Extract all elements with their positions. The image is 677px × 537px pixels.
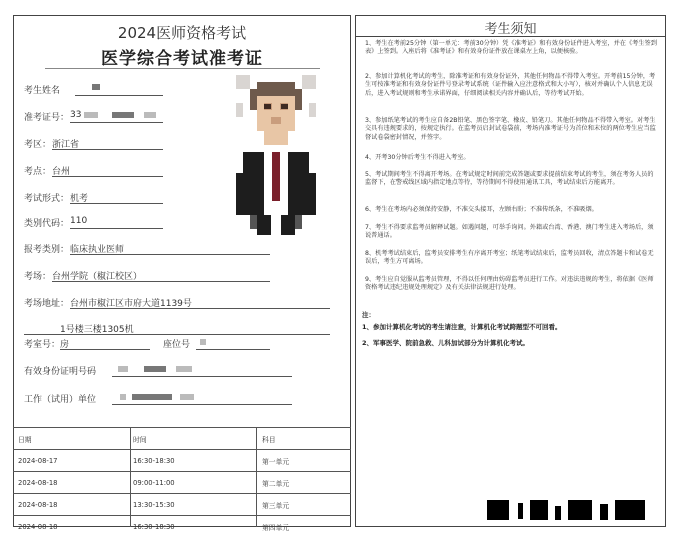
notice-item-4: 4、开考30分钟后考生不得进入考室。 [365, 154, 470, 161]
barcode-block [615, 500, 645, 520]
underline [196, 349, 270, 350]
table-column-divider [130, 427, 131, 527]
notice-item-8: 8、机考考试结束后，监考员安排考生有序离开考室；纸笔考试结束后，监考员回收，清点答题卡和试卷无误后，考生方可离场。 [365, 250, 654, 266]
row-date: 2024-08-18 [13, 516, 128, 537]
underline [70, 228, 163, 229]
category-code-value: 110 [70, 216, 88, 226]
header-time: 时间 [128, 428, 257, 450]
ticket-title: 医学综合考试准考证 [101, 49, 263, 69]
underline [24, 334, 330, 335]
underline [70, 122, 163, 123]
table-row [13, 450, 351, 472]
table-row [13, 494, 351, 516]
row-time: 16:30-18:30 [128, 450, 257, 472]
row-subject: 第二单元 [257, 472, 351, 494]
redacted-id-1 [118, 366, 128, 372]
ticket-number-value: 33 [70, 110, 82, 120]
exam-room-site-label: 考场： [24, 272, 52, 282]
candidate-name-label: 考生姓名 [24, 86, 61, 96]
underline [112, 376, 292, 377]
exam-category-value: 临床执业医师 [70, 245, 125, 255]
category-code-label: 类别代码： [24, 219, 70, 229]
notice-item-7: 7、考生不得要求监考员解释试题。如遇问题，可举手询问。外籍或台湾、香港、澳门考生进入考场后，须说普通话。 [365, 224, 654, 240]
table-row [13, 472, 351, 494]
notice-item-3: 3、参加纸笔考试的考生应自备2B铅笔、黑色签字笔、橡皮、铅笔刀。其他任何物品不得带入考室。对考生交具有违规要求的，按规定执行。在监考员启封试卷袋前，考场内准考证号为首位和末位的两位考生应当监督试卷袋密封情况，并签字。 [365, 117, 656, 141]
barcode-block [600, 504, 608, 520]
row-subject: 第四单元 [257, 516, 351, 537]
notice-item-6: 6、考生在考场内必须保持安静，不准交头接耳，左顾右盼；不准传纸条，不准吸烟。 [365, 206, 598, 213]
row-subject: 第一单元 [257, 450, 351, 472]
table-row [13, 516, 351, 537]
exam-year-title: 2024医师资格考试 [117, 24, 247, 42]
underline [75, 95, 163, 96]
exam-site-value: 台州 [52, 167, 71, 177]
notice-item-2: 2、参加计算机化考试的考生，除准考证和有效身份证外，其他任何物品不得带入考室。开考前15分钟，考生可按准考证和有效身份证件号登录考试系统（证件输入应注意格式和大小写），核对并确认个人信息无误后，进入考试规则和考生承诺界面，仔细阅读相关内容并确认后，等待考试开始。 [365, 73, 656, 97]
ticket-number-label: 准考证号： [24, 113, 70, 123]
exam-address-label: 考场地址： [24, 299, 70, 309]
notice-note-label: 注： [362, 311, 375, 319]
redacted-work-2 [132, 394, 172, 400]
underline [70, 203, 163, 204]
title-divider [45, 68, 320, 69]
redacted-work-3 [180, 394, 194, 400]
notice-title: 考生须知 [484, 22, 537, 37]
exam-region-value: 浙江省 [52, 140, 80, 150]
exam-region-label: 考区： [24, 140, 52, 150]
table-header-row [13, 428, 351, 450]
exam-schedule-table [13, 427, 351, 537]
notice-note-2: 2、军事医学、院前急救、儿科加试部分为计算机化考试。 [362, 339, 530, 347]
exam-room-site-value: 台州学院（椒江校区） [52, 272, 143, 282]
underline [52, 149, 163, 150]
redacted-work-1 [120, 394, 126, 400]
redacted-ticket-2 [112, 112, 134, 118]
barcode-block [568, 500, 592, 520]
seat-number-label: 座位号 [163, 340, 191, 350]
work-unit-label: 工作（试用）单位 [24, 395, 97, 405]
row-date: 2024-08-18 [13, 494, 128, 516]
exam-form-value: 机考 [70, 194, 89, 204]
redacted-id-2 [144, 366, 166, 372]
exam-address-room: 1号楼三楼1305机 [60, 325, 134, 335]
barcode-block [555, 506, 561, 520]
exam-category-label: 报考类别： [24, 245, 70, 255]
redacted-id-3 [176, 366, 192, 372]
barcode-block [487, 500, 509, 520]
row-time: 16:30-18:30 [128, 516, 257, 537]
redacted-seat [200, 339, 206, 345]
barcode-block [530, 500, 548, 520]
redacted-name [92, 84, 100, 90]
notice-title-divider [355, 36, 666, 37]
redacted-ticket-1 [84, 112, 98, 118]
underline [60, 349, 150, 350]
exam-site-label: 考点： [24, 167, 52, 177]
room-number-label: 考室号： [24, 340, 61, 350]
row-date: 2024-08-17 [13, 450, 128, 472]
redacted-ticket-3 [144, 112, 156, 118]
underline [70, 254, 270, 255]
row-subject: 第三单元 [257, 494, 351, 516]
id-number-label: 有效身份证明号码 [24, 367, 97, 377]
row-time: 09:00-11:00 [128, 472, 257, 494]
row-date: 2024-08-18 [13, 472, 128, 494]
row-time: 13:30-15:30 [128, 494, 257, 516]
header-subject: 科目 [257, 428, 351, 450]
exam-address-value: 台州市椒江区市府大道1139号 [70, 299, 192, 309]
exam-form-label: 考试形式： [24, 194, 70, 204]
table-column-divider [256, 427, 257, 527]
barcode-block [518, 503, 523, 519]
underline [52, 281, 270, 282]
notice-item-9: 9、考生应自觉服从监考员管理，不得以任何理由妨碍监考员进行工作。对违法违规的考生，将依据《医师资格考试违纪违规处理规定》及有关法律法规进行处理。 [365, 276, 654, 292]
notice-item-1: 1、考生在考前25分钟（第一单元：考前30分钟）凭《准考证》和有效身份证件进入考室，并在《考生签到表》上签到。入座后将《准考证》和有效身份证件放在课桌左上角，以便核验。 [365, 40, 657, 56]
underline [52, 176, 163, 177]
underline [70, 308, 330, 309]
header-date: 日期 [13, 428, 128, 450]
underline [112, 404, 292, 405]
room-number-value: 房 [60, 340, 70, 350]
candidate-photo [236, 75, 316, 235]
notice-note-1: 1、参加计算机化考试的考生请注意，计算机化考试跨题型不可回看。 [362, 323, 562, 331]
notice-item-5: 5、考试期间考生不得离开考场。在考试规定时间前完成答题或要求提前结束考试的考生，须在考务人员的监督下，在警戒线区域内指定地点等待，等待期间不得使用通讯工具，考试结束后方能离开。 [365, 171, 654, 187]
